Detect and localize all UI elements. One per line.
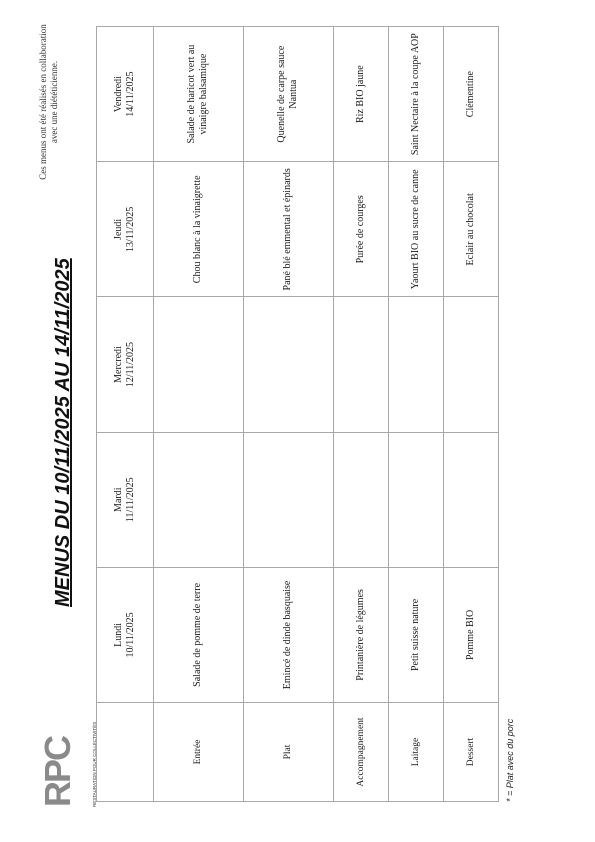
menu-cell: Pané blé emmental et épinards [243, 162, 333, 297]
day-name: Mardi [113, 487, 124, 512]
menu-cell [154, 432, 244, 567]
menu-cell [443, 432, 498, 567]
day-date: 14/11/2025 [125, 71, 136, 117]
dietitian-note: Ces menus ont été réalisés en collaboration avec une diététicienne. [38, 24, 59, 180]
day-date: 11/11/2025 [125, 477, 136, 523]
page-title: MENUS DU 10/11/2025 AU 14/11/2025 [52, 258, 74, 607]
row-label: Plat [243, 703, 333, 802]
day-name: Lundi [113, 622, 124, 647]
day-header [97, 27, 154, 162]
logo-letters: RPC [37, 736, 78, 807]
menu-cell: Salade de haricot vert au vinaigre balsamique [154, 27, 244, 162]
table-row [333, 27, 388, 802]
pork-footnote: * = Plat avec du porc [505, 718, 515, 802]
table-row [388, 27, 443, 802]
menu-cell [333, 432, 388, 567]
logo-tagline: RESTAURATION POUR COLLECTIVITÉS [92, 721, 97, 807]
menu-cell: Clémentine [443, 27, 498, 162]
menu-cell: Saint Nectaire à la coupe AOP [388, 27, 443, 162]
menu-cell [333, 297, 388, 432]
day-header [97, 432, 154, 567]
day-header [97, 162, 154, 297]
menu-cell [388, 297, 443, 432]
menu-cell: Pomme BIO [443, 567, 498, 702]
table-row [154, 27, 244, 802]
menu-cell: Salade de pomme de terre [154, 567, 244, 702]
menu-cell: Riz BIO jaune [333, 27, 388, 162]
day-date: 13/11/2025 [125, 206, 136, 252]
menu-cell: Eclair au chocolat [443, 162, 498, 297]
row-label: Accompagnement [333, 703, 388, 802]
table-header-row [97, 27, 154, 802]
menu-cell: Petit suisse nature [388, 567, 443, 702]
row-label: Dessert [443, 703, 498, 802]
menu-cell: Emincé de dinde basquaise [243, 567, 333, 702]
day-header [97, 297, 154, 432]
corner-cell [97, 703, 154, 802]
table-row [443, 27, 498, 802]
menu-cell [243, 297, 333, 432]
menu-cell: Printanière de légumes [333, 567, 388, 702]
menu-table [96, 26, 499, 802]
day-name: Mercredi [113, 346, 124, 383]
menu-cell [388, 432, 443, 567]
menu-cell: Chou blanc à la vinaigrette [154, 162, 244, 297]
company-logo [37, 721, 100, 807]
menu-cell [443, 297, 498, 432]
table-row [243, 27, 333, 802]
menu-cell: Purée de courges [333, 162, 388, 297]
row-label: Entrée [154, 703, 244, 802]
menu-cell: Yaourt BIO au sucre de canne [388, 162, 443, 297]
day-name: Vendredi [113, 76, 124, 113]
day-date: 10/11/2025 [125, 612, 136, 658]
menu-cell [243, 432, 333, 567]
row-label: Laitage [388, 703, 443, 802]
day-header [97, 567, 154, 702]
menu-cell: Quenelle de carpe sauce Nantua [243, 27, 333, 162]
menu-cell [154, 297, 244, 432]
day-date: 12/11/2025 [125, 341, 136, 388]
day-name: Jeudi [113, 218, 124, 240]
